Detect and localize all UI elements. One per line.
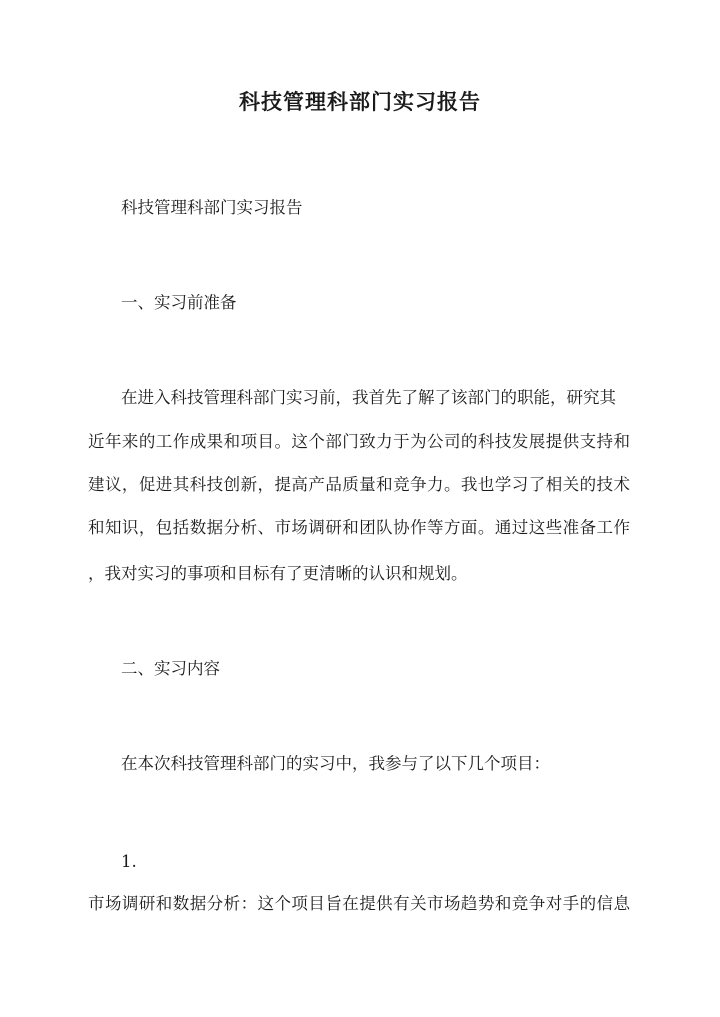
list-item-number: 1. [121,852,137,871]
list-item-text: 市场调研和数据分析：这个项目旨在提供有关市场趋势和竞争对手的信息 [88,894,630,913]
section1-line-5: ，我对实习的事项和目标有了更清晰的认识和规划。 [88,564,468,583]
section2-intro: 在本次科技管理科部门的实习中，我参与了以下几个项目： [121,754,550,773]
section1-heading: 一、实习前准备 [121,293,237,312]
section2-heading: 二、实习内容 [121,659,220,678]
section1-line-4: 和知识，包括数据分析、市场调研和团队协作等方面。通过这些准备工作 [88,518,630,537]
section1-line-2: 近年来的工作成果和项目。这个部门致力于为公司的科技发展提供支持和 [88,432,630,451]
section1-line-1: 在进入科技管理科部门实习前，我首先了解了该部门的职能，研究其 [121,388,616,407]
document-title: 科技管理科部门实习报告 [239,89,481,114]
section1-line-3: 建议，促进其科技创新，提高产品质量和竞争力。我也学习了相关的技术 [88,475,630,494]
document-subtitle: 科技管理科部门实习报告 [121,198,303,217]
